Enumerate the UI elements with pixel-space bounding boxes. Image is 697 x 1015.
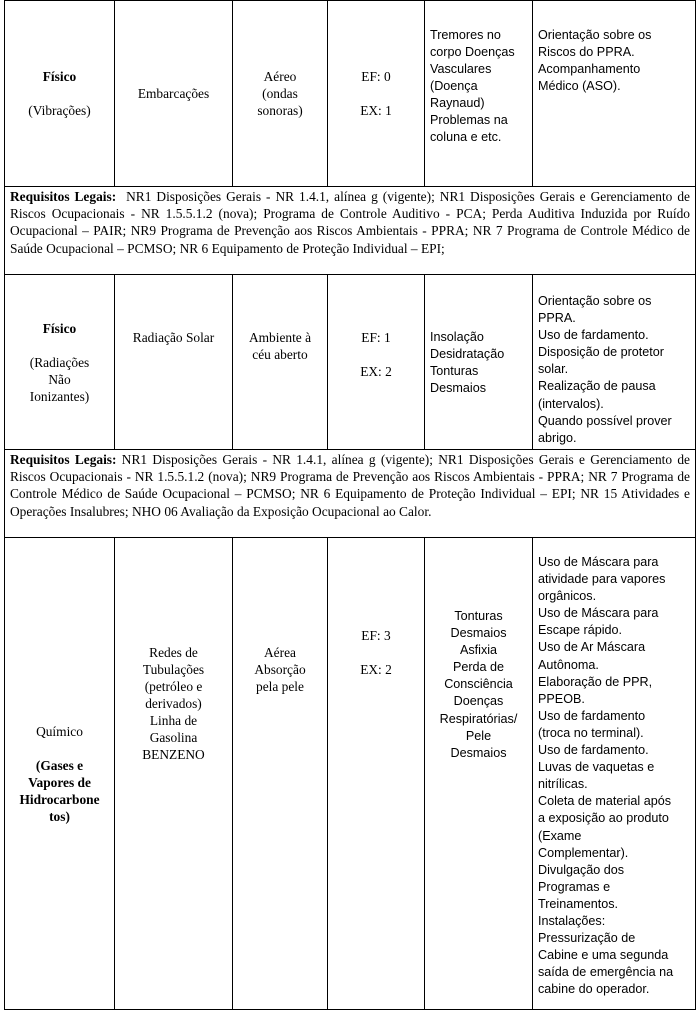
legal-requirements-row: [5, 450, 696, 538]
agent-subtype: Hidrocarbone: [19, 791, 100, 807]
effects-cell: [425, 538, 533, 1010]
measure-line: Autônoma.: [538, 657, 599, 672]
exposure-cell: [328, 1, 425, 187]
route-line: Ambiente à: [248, 330, 312, 345]
table-row: [5, 1, 696, 187]
effect-line: Tonturas: [430, 364, 479, 379]
risk-source: Radiação Solar: [132, 330, 215, 345]
effect-line: Tremores no: [430, 27, 501, 42]
ex-value: EX: 2: [360, 364, 392, 379]
legal-requirements-row: [5, 187, 696, 275]
legal-text: NR1 Disposições Gerais - NR 1.4.1, alínea g (vigente); NR1 Disposições Gerais e Gerenciamento de Riscos Ocupacionais - NR 1.5.5.1.2 (nova); Programa de Controle Auditivo - PCA; Perda Auditiva Induzida por Ruído Ocupacional – PAIR; NR9 Programa de Prevenção aos Riscos Ambientais - PPRA; NR 7 Programa de Controle Médico de Saúde Ocupacional – PCMSO; NR 6 Equipamento de Proteção Individual – EPI;: [10, 189, 690, 256]
measure-line: Uso de fardamento.: [538, 743, 649, 758]
measure-line: Instalações:: [538, 913, 606, 928]
agent-subtype: Vapores de: [28, 774, 91, 790]
table-row: [5, 275, 696, 450]
effect-line: corpo Doenças: [430, 44, 515, 59]
agent-subtype: (Gases e: [35, 757, 84, 773]
effect-line: coluna e etc.: [430, 130, 502, 145]
exposure-cell: [328, 538, 425, 1010]
measure-line: nitrílicas.: [538, 777, 588, 792]
ex-value: EX: 1: [360, 103, 392, 118]
measure-line: Cabine e uma segunda: [538, 948, 669, 963]
risk-source: Gasolina: [149, 730, 198, 745]
route-line: sonoras): [257, 103, 303, 118]
legal-label: Requisitos Legais:: [10, 189, 117, 204]
measure-line: Acompanhamento: [538, 62, 641, 77]
ex-value: EX: 2: [360, 662, 392, 677]
measure-line: Realização de pausa: [538, 379, 656, 394]
effect-line: Tonturas: [454, 609, 503, 623]
effect-line: Desmaios: [450, 626, 507, 641]
risk-source: (petróleo e: [144, 679, 203, 694]
measure-line: atividade para vapores: [538, 572, 666, 587]
route-line: (ondas: [262, 86, 298, 101]
measure-line: Uso de fardamento.: [538, 328, 649, 343]
risk-source: Linha de: [149, 713, 198, 728]
agent-label: Físico: [42, 69, 77, 84]
measure-line: a exposição ao produto: [538, 811, 669, 826]
agent-subtype: (Vibrações): [28, 103, 91, 118]
legal-requirements: [5, 187, 696, 275]
effects-cell: [425, 1, 533, 187]
route-cell: [233, 538, 328, 1010]
legal-requirements: [5, 450, 696, 538]
measure-line: Luvas de vaquetas e: [538, 760, 655, 775]
table-row: [5, 538, 696, 1010]
measure-line: Escape rápido.: [538, 623, 623, 638]
measure-line: PPEOB.: [538, 691, 585, 706]
ef-value: EF: 3: [361, 628, 391, 643]
measure-line: Uso de fardamento: [538, 708, 646, 723]
agent-label: Químico: [36, 723, 83, 739]
effect-line: Perda de: [452, 660, 505, 675]
measures-cell: [533, 1, 696, 187]
measure-line: Orientação sobre os: [538, 294, 652, 308]
effect-line: Respiratórias/: [439, 711, 518, 726]
agent-cell: [5, 275, 115, 450]
measure-line: Quando possível prover: [538, 413, 672, 428]
legal-text: NR1 Disposições Gerais - NR 1.4.1, alínea g (vigente); NR1 Disposições Gerais e Gerenciamento de Riscos Ocupacionais - NR 1.5.5.1.2 (nova); NR9 Programa de Prevenção aos Riscos Ambientais - PPRA; NR 7 Programa de Controle Médico de Saúde Ocupacional – PCMSO; NR 6 Equipamento de Proteção Individual – EPI; NR 15 Atividades e Operações Insalubres; NHO 06 Avaliação da Exposição Ocupacional ao Calor.: [10, 452, 690, 519]
effects-cell: [425, 275, 533, 450]
agent-subtype: tos): [49, 808, 70, 824]
route-cell: [233, 1, 328, 187]
risk-source-cell: [115, 1, 233, 187]
effect-line: Problemas na: [430, 113, 508, 128]
effect-line: Desidratação: [430, 347, 505, 362]
effect-line: (Doença: [430, 78, 478, 93]
agent-subtype: Ionizantes): [29, 388, 90, 404]
measure-line: Disposição de protetor: [538, 345, 665, 360]
agent-label: Físico: [42, 320, 77, 336]
measure-line: (troca no terminal).: [538, 725, 644, 740]
exposure-cell: [328, 275, 425, 450]
measure-line: cabine do operador.: [538, 982, 650, 997]
effect-line: Asfixia: [459, 643, 498, 658]
measure-line: Uso de Ar Máscara: [538, 640, 646, 655]
effect-line: Vasculares: [430, 61, 492, 76]
risk-table: [4, 0, 696, 1010]
measure-line: Elaboração de PPR,: [538, 674, 653, 689]
route-line: Absorção: [254, 662, 306, 677]
measure-line: solar.: [538, 362, 569, 377]
measure-line: PPRA.: [538, 311, 576, 326]
risk-source: Redes de: [149, 645, 198, 660]
measure-line: (Exame: [538, 828, 582, 843]
effect-line: Consciência: [444, 677, 513, 692]
risk-source: Tubulações: [142, 662, 205, 677]
effect-line: Pele: [465, 728, 492, 743]
risk-source-cell: [115, 538, 233, 1010]
effect-line: Raynaud): [430, 96, 485, 111]
route-line: Aérea: [264, 645, 296, 660]
measure-line: Pressurização de: [538, 931, 636, 946]
risk-document: [4, 0, 695, 1010]
measures-cell: [533, 538, 696, 1010]
agent-cell: [5, 538, 115, 1010]
agent-subtype: Não: [48, 371, 71, 387]
route-line: Aéreo: [263, 69, 297, 84]
measure-line: saída de emergência na: [538, 965, 674, 980]
measure-line: Coleta de material após: [538, 794, 672, 809]
effect-line: Desmaios: [430, 381, 486, 396]
risk-source: Embarcações: [137, 86, 210, 101]
effect-line: Desmaios: [450, 745, 507, 760]
risk-source-cell: [115, 275, 233, 450]
measure-line: Divulgação dos: [538, 862, 625, 877]
measure-line: Médico (ASO).: [538, 79, 621, 94]
measure-line: orgânicos.: [538, 589, 597, 604]
ef-value: EF: 0: [361, 69, 391, 84]
effect-line: Insolação: [430, 330, 484, 344]
risk-source: derivados): [145, 696, 202, 711]
measure-line: Treinamentos.: [538, 896, 619, 911]
route-cell: [233, 275, 328, 450]
route-line: pela pele: [256, 679, 304, 694]
measure-line: Orientação sobre os: [538, 28, 652, 42]
measure-line: Uso de Máscara para: [538, 606, 659, 621]
route-line: céu aberto: [252, 347, 308, 362]
agent-cell: [5, 1, 115, 187]
measure-line: Uso de Máscara para: [538, 555, 659, 569]
legal-label: Requisitos Legais:: [10, 452, 117, 467]
measure-line: Complementar).: [538, 845, 629, 860]
measure-line: Riscos do PPRA.: [538, 45, 635, 60]
effect-line: Doenças: [453, 694, 504, 709]
measures-cell: [533, 275, 696, 450]
risk-source: BENZENO: [142, 747, 205, 762]
agent-subtype: (Radiações: [29, 354, 90, 370]
measure-line: (intervalos).: [538, 396, 604, 411]
measure-line: Programas e: [538, 879, 611, 894]
ef-value: EF: 1: [361, 330, 391, 345]
measure-line: abrigo.: [538, 430, 577, 445]
